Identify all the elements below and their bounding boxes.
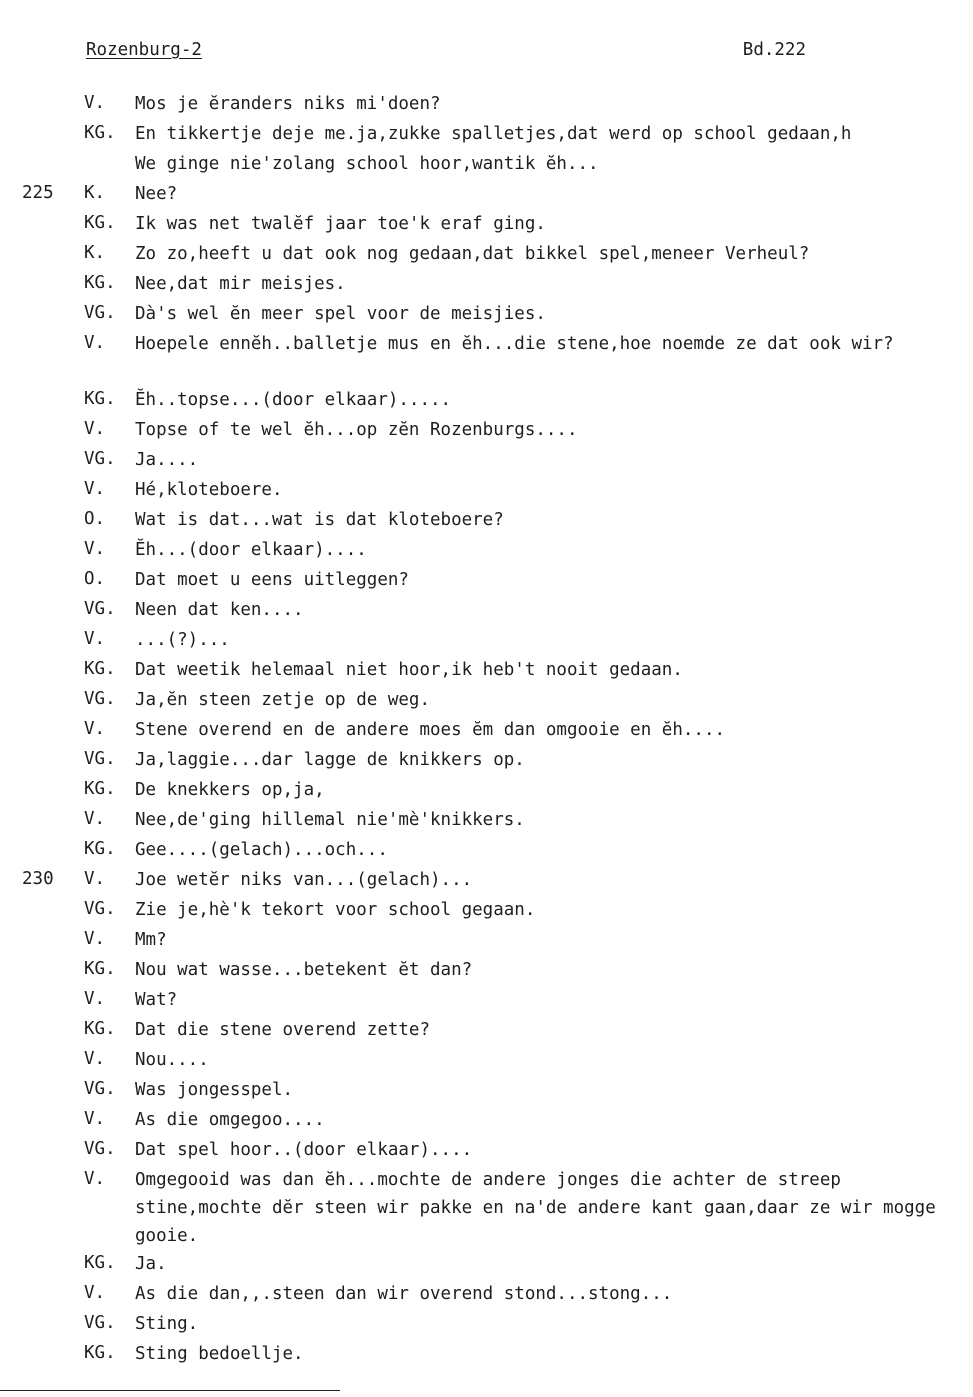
speaker: V. xyxy=(84,719,106,739)
speaker: V. xyxy=(84,539,106,559)
transcript-line xyxy=(0,180,973,210)
page-header xyxy=(86,40,806,66)
document-title: Rozenburg-2 xyxy=(86,40,202,60)
transcript-line xyxy=(0,1016,973,1046)
speaker: KG. xyxy=(84,389,116,409)
transcript-line xyxy=(0,866,973,896)
transcript-line xyxy=(0,300,973,330)
transcript-line xyxy=(0,1076,973,1106)
utterance: Neen dat ken.... xyxy=(135,600,304,620)
utterance: Dat die stene overend zette? xyxy=(135,1020,431,1040)
utterance: En tikkertje deje me.ja,zukke spalletjes,dat werd op school gedaan,h xyxy=(135,124,852,144)
transcript-line xyxy=(0,416,973,446)
speaker: O. xyxy=(84,509,106,529)
transcript-line xyxy=(0,1310,973,1340)
utterance: Joe wetĕr niks van...(gelach)... xyxy=(135,870,473,890)
transcript-line xyxy=(0,746,973,776)
transcript-line xyxy=(0,90,973,120)
transcript-line xyxy=(0,120,973,150)
speaker: KG. xyxy=(84,273,116,293)
speaker: KG. xyxy=(84,779,116,799)
transcript-line xyxy=(0,926,973,956)
utterance: We ginge nie'zolang school hoor,wantik ĕh... xyxy=(135,154,599,174)
speaker: V. xyxy=(84,1109,106,1129)
transcript-line xyxy=(0,150,973,180)
utterance: Hoepele ennĕh..balletje mus en ĕh...die stene,hoe noemde ze dat ook wir? xyxy=(135,334,894,354)
transcript-line xyxy=(0,836,973,866)
utterance: Omgegooid was dan ĕh...mochte de andere jonges die achter de streep stine,mochte dĕr steen wir pakke en na'de andere kant gaan,daar ze wir mogge gooie. xyxy=(135,1170,936,1246)
transcript-line xyxy=(0,1046,973,1076)
transcript-line xyxy=(0,506,973,536)
speaker: KG. xyxy=(84,839,116,859)
utterance: Nou.... xyxy=(135,1050,209,1070)
transcript-line xyxy=(0,536,973,566)
speaker: V. xyxy=(84,1049,106,1069)
transcript-line xyxy=(0,1106,973,1136)
utterance: Sting bedoellje. xyxy=(135,1344,304,1364)
line-number: 230 xyxy=(22,869,54,889)
transcript-line xyxy=(0,776,973,806)
speaker: VG. xyxy=(84,899,116,919)
speaker: V. xyxy=(84,333,106,353)
transcript-line xyxy=(0,240,973,270)
speaker: KG. xyxy=(84,123,116,143)
speaker: VG. xyxy=(84,303,116,323)
transcript-line xyxy=(0,1136,973,1166)
speaker: KG. xyxy=(84,1253,116,1273)
speaker: VG. xyxy=(84,1079,116,1099)
transcript-line xyxy=(0,1250,973,1280)
speaker: V. xyxy=(84,479,106,499)
utterance: Hé,kloteboere. xyxy=(135,480,283,500)
speaker: VG. xyxy=(84,749,116,769)
transcript-line xyxy=(0,806,973,836)
utterance: Ĕh..topse...(door elkaar)..... xyxy=(135,390,452,410)
utterance: As die omgegoo.... xyxy=(135,1110,325,1130)
speaker: K. xyxy=(84,183,106,203)
transcript-line xyxy=(0,956,973,986)
speaker: V. xyxy=(84,1283,106,1303)
transcript-line xyxy=(0,386,973,416)
transcript-line xyxy=(0,896,973,926)
speaker: V. xyxy=(84,929,106,949)
utterance: ...(?)... xyxy=(135,630,230,650)
transcript-line xyxy=(0,686,973,716)
transcript-line xyxy=(0,986,973,1016)
utterance: Mm? xyxy=(135,930,167,950)
speaker: V. xyxy=(84,93,106,113)
transcript-line xyxy=(0,330,973,386)
speaker: KG. xyxy=(84,213,116,233)
transcript-line xyxy=(0,476,973,506)
speaker: V. xyxy=(84,629,106,649)
utterance: Stene overend en de andere moes ĕm dan omgooie en ĕh.... xyxy=(135,720,726,740)
utterance: Dat weetik helemaal niet hoor,ik heb't nooit gedaan. xyxy=(135,660,683,680)
utterance: Nee,dat mir meisjes. xyxy=(135,274,346,294)
utterance: Gee....(gelach)...och... xyxy=(135,840,388,860)
speaker: KG. xyxy=(84,1019,116,1039)
page-reference: Bd.222 xyxy=(742,40,806,60)
utterance: Zie je,hè'k tekort voor school gegaan. xyxy=(135,900,536,920)
transcript-line xyxy=(0,1340,973,1370)
speaker: VG. xyxy=(84,599,116,619)
utterance: Sting. xyxy=(135,1314,199,1334)
speaker: KG. xyxy=(84,959,116,979)
speaker: V. xyxy=(84,809,106,829)
utterance: Nou wat wasse...betekent ĕt dan? xyxy=(135,960,473,980)
utterance: Nee,de'ging hillemal nie'mè'knikkers. xyxy=(135,810,525,830)
transcript-line xyxy=(0,270,973,300)
utterance: Wat? xyxy=(135,990,178,1010)
transcript-line xyxy=(0,1280,973,1310)
transcript-line xyxy=(0,1166,973,1250)
utterance: Topse of te wel ĕh...op zĕn Rozenburgs.... xyxy=(135,420,578,440)
utterance: Wat is dat...wat is dat kloteboere? xyxy=(135,510,504,530)
utterance: As die dan,,.steen dan wir overend stond...stong... xyxy=(135,1284,673,1304)
speaker: V. xyxy=(84,869,106,889)
transcript-line xyxy=(0,566,973,596)
speaker: V. xyxy=(84,989,106,1009)
utterance: Nee? xyxy=(135,184,178,204)
speaker: VG. xyxy=(84,449,116,469)
utterance: Ja. xyxy=(135,1254,167,1274)
speaker: V. xyxy=(84,1169,106,1189)
speaker: KG. xyxy=(84,1343,116,1363)
utterance: Dat spel hoor..(door elkaar).... xyxy=(135,1140,473,1160)
utterance: Ik was net twalĕf jaar toe'k eraf ging. xyxy=(135,214,546,234)
utterance: Dat moet u eens uitleggen? xyxy=(135,570,409,590)
utterance: Was jongesspel. xyxy=(135,1080,294,1100)
utterance: Mos je ĕranders niks mi'doen? xyxy=(135,94,441,114)
line-number: 225 xyxy=(22,183,54,203)
transcript-line xyxy=(0,716,973,746)
utterance: Dà's wel ĕn meer spel voor de meisjies. xyxy=(135,304,546,324)
transcript-line xyxy=(0,656,973,686)
utterance: Ja,laggie...dar lagge de knikkers op. xyxy=(135,750,525,770)
transcript-line xyxy=(0,596,973,626)
utterance: Ja,ĕn steen zetje op de weg. xyxy=(135,690,431,710)
utterance: Zo zo,heeft u dat ook nog gedaan,dat bikkel spel,meneer Verheul? xyxy=(135,244,810,264)
utterance: De knekkers op,ja, xyxy=(135,780,325,800)
speaker: VG. xyxy=(84,689,116,709)
speaker: KG. xyxy=(84,659,116,679)
speaker: VG. xyxy=(84,1139,116,1159)
utterance: Ja.... xyxy=(135,450,199,470)
speaker: O. xyxy=(84,569,106,589)
speaker: V. xyxy=(84,419,106,439)
transcript-line xyxy=(0,626,973,656)
speaker: VG. xyxy=(84,1313,116,1333)
utterance: Ĕh...(door elkaar).... xyxy=(135,540,367,560)
transcript-line xyxy=(0,210,973,240)
speaker: K. xyxy=(84,243,106,263)
transcript xyxy=(0,90,973,1370)
transcript-line xyxy=(0,446,973,476)
footer-rule xyxy=(0,1390,340,1391)
